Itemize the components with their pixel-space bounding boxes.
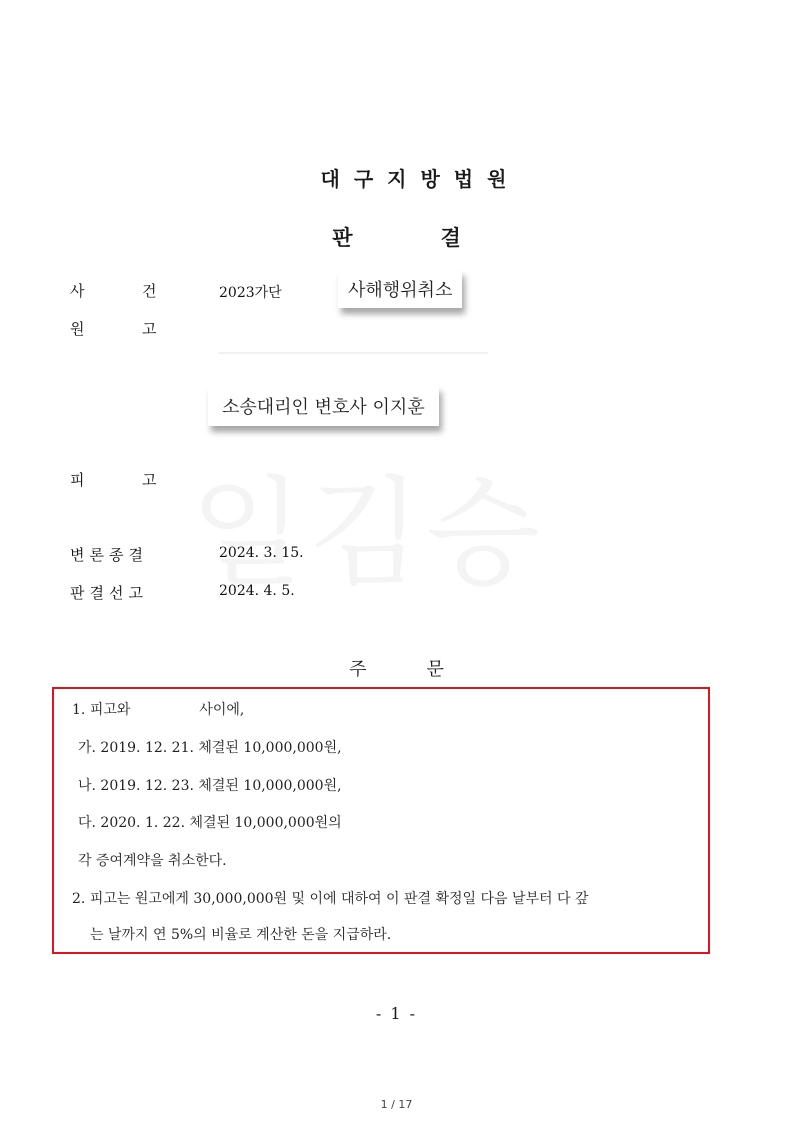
order-line-1: 1. 피고와 사이에, xyxy=(72,702,245,718)
representative-sticker: 소송대리인 변호사 이지훈 xyxy=(208,386,439,426)
page-number: - 1 - xyxy=(375,1004,418,1023)
defendant-label: 피 고 xyxy=(70,471,157,489)
order-line-ga: 가. 2019. 12. 21. 체결된 10,000,000원, xyxy=(78,740,342,756)
case-label: 사 건 xyxy=(70,282,157,300)
order-line-na: 나. 2019. 12. 23. 체결된 10,000,000원, xyxy=(78,778,342,794)
redacted-line xyxy=(218,352,488,354)
hearing-end-date: 2024. 3. 15. xyxy=(219,545,304,561)
hearing-end-label: 변론종결 xyxy=(70,546,148,564)
document-title xyxy=(0,222,793,252)
order-highlight-box xyxy=(52,687,710,954)
title-char-left: 판 xyxy=(332,226,353,250)
title-char-right: 결 xyxy=(440,226,461,250)
order-line-cancel: 각 증여계약을 취소한다. xyxy=(78,853,227,869)
judgment-date: 2024. 4. 5. xyxy=(219,583,295,599)
order-line-2: 2. 피고는 원고에게 30,000,000원 및 이에 대하여 이 판결 확정일 다음 날부터 다 갚 xyxy=(72,891,589,907)
order-heading xyxy=(0,655,793,681)
page-count: 1 / 17 xyxy=(380,1098,413,1111)
court-name: 대구지방법원 xyxy=(320,167,521,191)
order-heading-left: 주 xyxy=(349,659,367,680)
order-line-da: 다. 2020. 1. 22. 체결된 10,000,000원의 xyxy=(78,815,342,831)
judgment-date-label: 판결선고 xyxy=(70,584,148,602)
case-name-sticker: 사해행위취소 xyxy=(338,270,462,308)
plaintiff-label: 원 고 xyxy=(70,320,157,338)
order-line-2-cont: 는 날까지 연 5%의 비율로 계산한 돈을 지급하라. xyxy=(90,927,392,943)
case-number: 2023가단 xyxy=(219,285,282,301)
order-heading-right: 문 xyxy=(426,659,444,680)
